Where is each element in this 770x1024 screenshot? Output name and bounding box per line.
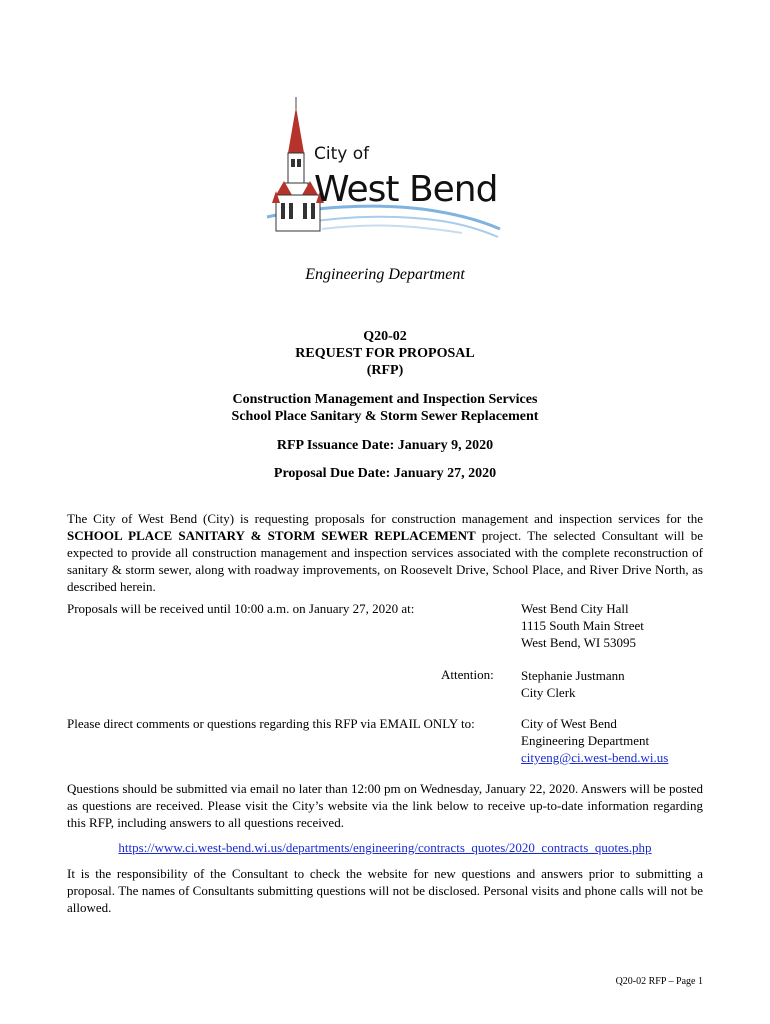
attention-label: Attention: [441,667,494,682]
attention-recipient [521,667,625,701]
contact-details [521,715,668,766]
responsibility-paragraph: It is the responsibility of the Consultant to check the website for new questions and answers prior to submitting a proposal. The names of Consultants submitting questions will not be disclosed. Personal visits and phone calls will not be allowed. [67,866,703,915]
contact-line: Engineering Department [521,733,650,748]
intro-text-part-1: The City of West Bend (City) is requesting proposals for construction management and inspection services for the [67,511,703,526]
project-title-line-2: School Place Sanitary & Storm Sewer Replacement [231,409,539,424]
issuance-date: RFP Issuance Date: January 9, 2020 [276,438,494,453]
due-date: Proposal Due Date: January 27, 2020 [273,466,497,481]
department-heading: Engineering Department [305,266,465,283]
rfp-number: Q20-02 [363,329,407,344]
rfp-abbreviation: (RFP) [366,363,404,378]
intro-paragraph [67,510,703,595]
recipient-name: Stephanie Justmann [521,668,625,683]
recipient-title: City Clerk [521,685,576,700]
rfp-website-link[interactable]: https://www.ci.west-bend.wi.us/departments/engineering/contracts_quotes/2020_contracts_quotes.php [118,840,652,855]
intro-project-name: SCHOOL PLACE SANITARY & STORM SEWER REPLACEMENT [67,528,476,543]
submission-label: Proposals will be received until 10:00 a.m. on January 27, 2020 at: [67,601,415,616]
rfp-title: REQUEST FOR PROPOSAL [295,346,475,361]
submission-address [521,600,644,651]
contact-line: City of West Bend [521,716,617,731]
address-line: 1115 South Main Street [521,618,644,633]
rfp-website-url-line [0,840,770,856]
address-line: West Bend, WI 53095 [521,635,636,650]
project-title-line-1: Construction Management and Inspection Services [232,392,538,407]
contact-label: Please direct comments or questions regarding this RFP via EMAIL ONLY to: [67,716,475,731]
contact-email-link[interactable]: cityeng@ci.west-bend.wi.us [521,750,669,765]
questions-paragraph: Questions should be submitted via email no later than 12:00 pm on Wednesday, January 22, 2020. Answers will be posted as questions are received. Please visit the City’s website via the link below to receive up-to-date information regarding this RFP, including answers to all questions received. [67,781,703,830]
address-line: West Bend City Hall [521,601,629,616]
city-of-west-bend-logo [262,95,507,245]
intro-text-part-2: project. The selected Consultant will be expected to provide all construction management and inspection services associated with the complete reconstruction of sanitary & storm sewer, along with roadway improvements, on Roosevelt Drive, School Place, and River Drive North, as described herein. [67,528,704,594]
page-footer: Q20-02 RFP – Page 1 [615,976,703,987]
logo-text-city-of: City of [314,144,370,164]
logo-text-west-bend: West Bend [314,169,498,210]
city-hall-tower-icon [272,97,324,231]
